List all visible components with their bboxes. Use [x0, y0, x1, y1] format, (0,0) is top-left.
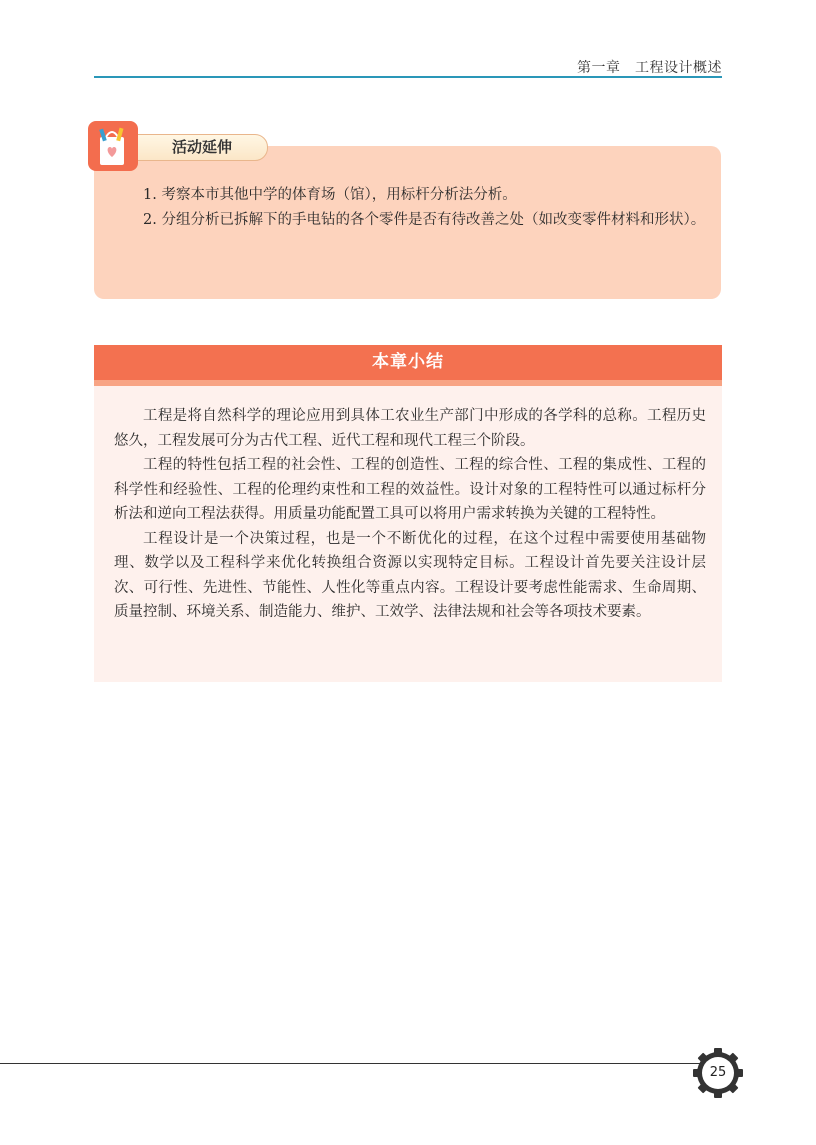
summary-text [114, 404, 706, 625]
activity-tab-label: 活动延伸 [172, 138, 233, 156]
page-number: 25 [709, 1065, 727, 1080]
activity-text [114, 183, 710, 233]
summary-paragraph: 工程设计是一个决策过程，也是一个不断优化的过程，在这个过程中需要使用基础物理、数学以及工程科学来优化转换组合资源以实现特定目标。工程设计首先要关注设计层次、可行性、先进性、节能性、人性化等重点内容。工程设计要考虑性能需求、生命周期、质量控制、环境关系、制造能力、维护、工效学、法律法规和社会等各项技术要素。 [114, 530, 706, 620]
summary-paragraph: 工程的特性包括工程的社会性、工程的创造性、工程的综合性、工程的集成性、工程的科学性和经验性、工程的伦理约束性和工程的效益性。设计对象的工程特性可以通过标杆分析法和逆向工程法获得。用质量功能配置工具可以将用户需求转换为关键的工程特性。 [114, 457, 706, 522]
chapter-title: 第一章 工程设计概述 [577, 60, 722, 76]
summary-paragraph: 工程是将自然科学的理论应用到具体工农业生产部门中形成的各学科的总称。工程历史悠久，工程发展可分为古代工程、近代工程和现代工程三个阶段。 [114, 408, 706, 449]
header-divider [94, 76, 722, 78]
activity-item: 1. 考察本市其他中学的体育场（馆），用标杆分析法分析。 [143, 187, 517, 203]
activity-item: 2. 分组分析已拆解下的手电钻的各个零件是否有待改善之处（如改变零件材料和形状）。 [143, 212, 706, 228]
shopping-bag-icon [88, 121, 138, 171]
footer-divider [0, 1063, 700, 1064]
summary-title: 本章小结 [372, 352, 444, 372]
